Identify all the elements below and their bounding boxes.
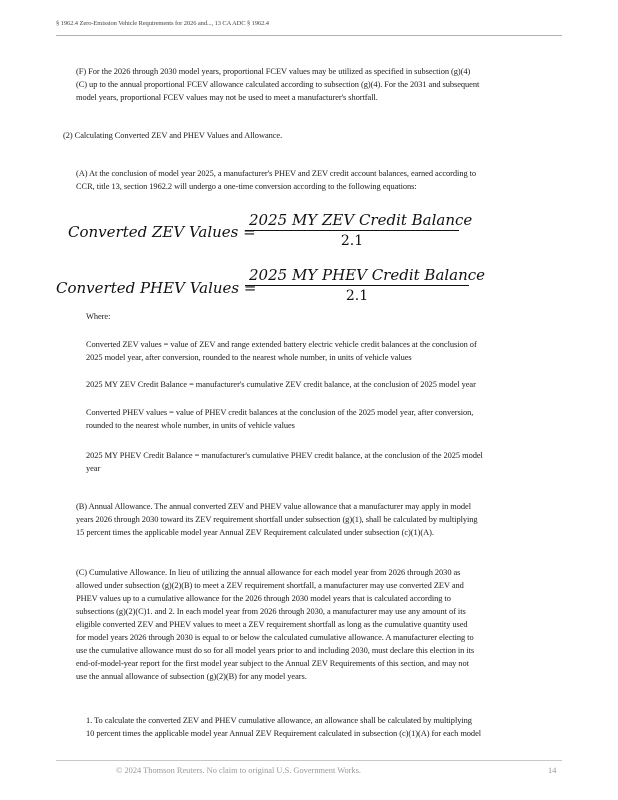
text-line: eligible converted ZEV and PHEV values to meet a ZEV requirement shortfall as long as the cumulative quantity used	[76, 620, 468, 629]
text-line: model years, proportional FCEV values may not be used to meet a manufacturer's shortfall.	[76, 93, 378, 102]
text-line: (C) Cumulative Allowance. In lieu of utilizing the annual allowance for each model year from 2026 through 2030 as	[76, 568, 461, 577]
text-line: 2025 MY ZEV Credit Balance = manufacturer's cumulative ZEV credit balance, at the conclusion of 2025 model year	[86, 380, 476, 389]
page-number: 14	[548, 766, 557, 775]
text-line: rounded to the nearest whole number, in units of vehicle values	[86, 421, 295, 430]
equation-zev-denominator: 2.1	[340, 233, 364, 249]
text-line: (A) At the conclusion of model year 2025, a manufacturer's PHEV and ZEV credit account balances, earned according to	[76, 169, 477, 178]
equation-phev-fraction	[245, 266, 486, 304]
definition-converted-phev	[86, 406, 473, 432]
text-line: end-of-model-year report for the first model year subject to the Annual ZEV Requirements of this section, and may not	[76, 659, 469, 668]
text-line: 10 percent times the applicable model year Annual ZEV Requirement calculated in subsection (c)(1)(A) for each model	[86, 729, 482, 738]
text-line: (B) Annual Allowance. The annual converted ZEV and PHEV value allowance that a manufacturer may apply in model	[76, 502, 471, 511]
text-line: years 2026 through 2030 toward its ZEV requirement shortfall under subsection (g)(1), shall be calculated by multiplying	[76, 515, 478, 524]
paragraph-b-annual-allowance	[76, 500, 478, 539]
equation-zev-fraction	[245, 211, 473, 249]
definition-converted-zev	[86, 338, 477, 364]
footer-rule	[56, 760, 562, 761]
definition-zev-credit-balance	[86, 378, 476, 391]
text-line: Converted ZEV values = value of ZEV and range extended battery electric vehicle credit balances at the conclusion of	[86, 340, 477, 349]
definition-phev-credit-balance	[86, 449, 483, 475]
fraction-bar	[245, 230, 459, 231]
text-line: year	[86, 464, 101, 473]
text-line: CCR, title 13, section 1962.2 will undergo a one-time conversion according to the following equations:	[76, 182, 417, 191]
footer-copyright: © 2024 Thomson Reuters. No claim to original U.S. Government Works.	[116, 766, 361, 775]
text-line: (C) up to the annual proportional FCEV allowance calculated according to subsection (g)(4). For the 2031 and subsequent	[76, 80, 480, 89]
text-line: (2) Calculating Converted ZEV and PHEV Values and Allowance.	[63, 131, 283, 140]
text-line: for model years 2026 through 2030 is equal to or below the calculated cumulative allowance. A manufacturer electing to	[76, 633, 474, 642]
running-header: § 1962.4 Zero-Emission Vehicle Requirements for 2026 and..., 13 CA ADC § 1962.4	[56, 20, 269, 27]
paragraph-f	[76, 65, 479, 104]
equation-zev-numerator: 2025 MY ZEV Credit Balance	[249, 211, 473, 229]
text-line: 2025 model year, after conversion, rounded to the nearest whole number, in units of vehicle values	[86, 353, 412, 362]
equation-phev-denominator: 2.1	[345, 288, 369, 304]
paragraph-c1	[86, 714, 481, 740]
where-label	[86, 310, 110, 323]
text-line: 2025 MY PHEV Credit Balance = manufacturer's cumulative PHEV credit balance, at the conclusion of the 2025 model	[86, 451, 483, 460]
text-line: use the annual allowance of subsection (g)(2)(B) for any model years.	[76, 672, 307, 681]
equation-phev-numerator: 2025 MY PHEV Credit Balance	[249, 266, 486, 284]
header-rule	[56, 35, 562, 36]
text-line: subsections (g)(2)(C)1. and 2. In each model year from 2026 through 2030, a manufacturer may use any amount of its	[76, 607, 466, 616]
text-line: use the cumulative allowance must do so for all model years prior to and including 2030, must declare this election in its	[76, 646, 475, 655]
text-line: (F) For the 2026 through 2030 model years, proportional FCEV values may be utilized as specified in subsection (g)(4)	[76, 67, 471, 76]
equation-zev-lhs: Converted ZEV Values =	[68, 223, 256, 241]
text-line: PHEV values up to a cumulative allowance for the 2026 through 2030 model years that is calculated according to	[76, 594, 451, 603]
fraction-bar	[245, 285, 469, 286]
text-line: 1. To calculate the converted ZEV and PHEV cumulative allowance, an allowance shall be calculated by multiplying	[86, 716, 472, 725]
text-line: Where:	[86, 312, 111, 321]
text-line: 15 percent times the applicable model year Annual ZEV Requirement calculated under subsection (c)(1)(A).	[76, 528, 434, 537]
text-line: allowed under subsection (g)(2)(B) to meet a ZEV requirement shortfall, a manufacturer may use converted ZEV and	[76, 581, 464, 590]
paragraph-c-cumulative-allowance	[76, 566, 474, 683]
text-line: Converted PHEV values = value of PHEV credit balances at the conclusion of the 2025 model year, after conversion,	[86, 408, 474, 417]
section-2-heading	[63, 129, 282, 142]
equation-phev-lhs: Converted PHEV Values =	[56, 279, 257, 297]
paragraph-a	[76, 167, 476, 193]
